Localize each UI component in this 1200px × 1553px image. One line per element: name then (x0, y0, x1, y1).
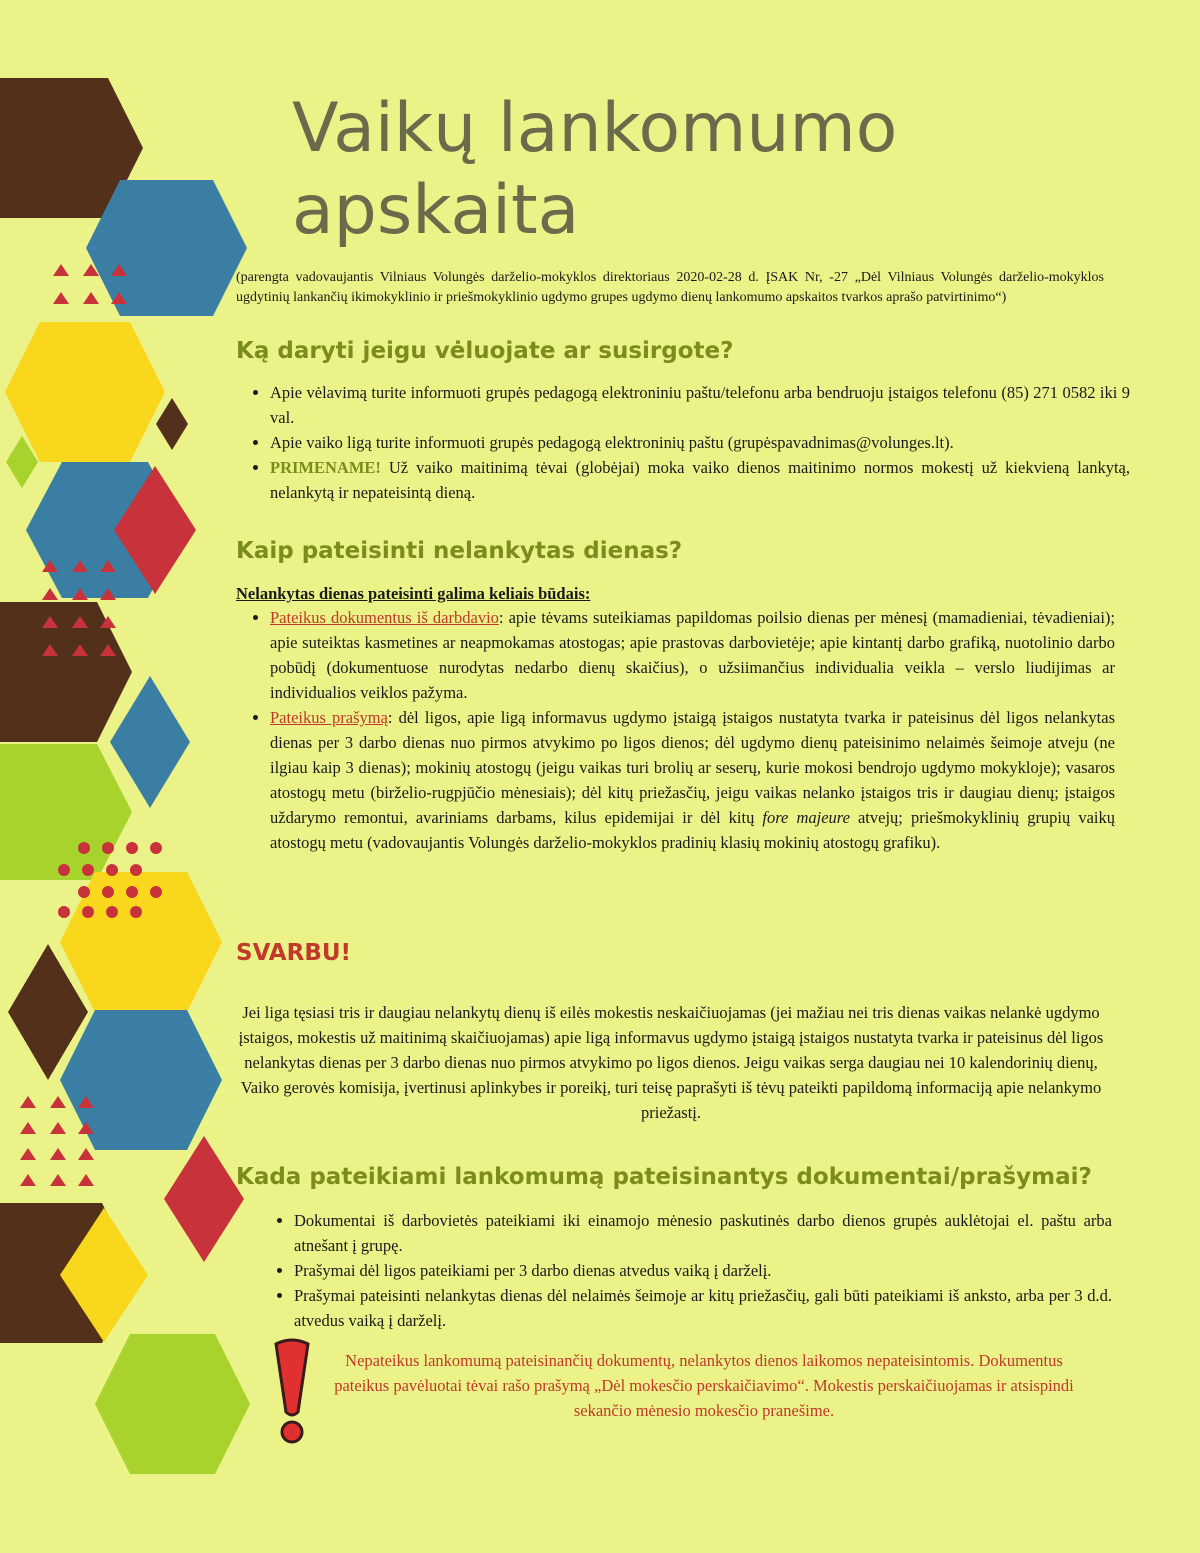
page-subtitle: (parengta vadovaujantis Vilniaus Volungės darželio-mokyklos direktoriaus 2020-02-28 d. ĮSAK Nr, -27 „Dėl Vilniaus Volungės darželio-mokyklos ugdytinių lankančių ikimokyklinio ir priešmokyklinio ugdymo grupes ugdymo dienų lankomumo apskaitos tvarkos aprašo patvirtinimo“) (236, 270, 1104, 305)
employer-documents-link[interactable]: Pateikus dokumentus iš darbdavio (270, 608, 499, 627)
list-item: • Apie vaiko ligą turite informuoti grupės pedagogą elektroninių paštu (grupėspavadnimas@volunges.lt). (270, 430, 1130, 455)
justify-intro: Nelankytas dienas pateisinti galima keliais būdais: (236, 584, 591, 603)
hexagon-green (0, 744, 132, 880)
list-item: • Pateikus dokumentus iš darbdavio: apie tėvams suteikiamas papildomas poilsio dienas per mėnesį (mamadieniai, tėvadieniai); apie suteiktas kasmetines ar neapmokamas atostogas; apie prastovas darbovietėje; apie kintantį darbo grafiką, nuotolinio darbo pobūdį (dokumentuose nurodytas nedarbo dienų skaičius), o užsiimančius individualia veikla – verslo liudijimas ar individualios veiklos pažyma. (270, 605, 1115, 705)
list-item: • Prašymai dėl ligos pateikiami per 3 darbo dienas atvedus vaiką į darželį. (294, 1258, 1112, 1283)
list-item (270, 455, 1130, 505)
diamond-red (164, 1136, 244, 1262)
submit-list (260, 1208, 1112, 1333)
justify-list (236, 605, 1115, 855)
late-sick-list (236, 380, 1130, 505)
list-item: • Apie vėlavimą turite informuoti grupės pedagogą elektroniniu paštu/telefonu arba bendruoju įstaigos telefonu (85) 271 0582 iki 9 val. (270, 380, 1130, 430)
decorative-shapes (0, 0, 260, 1553)
important-text: Jei liga tęsiasi tris ir daugiau nelankytų dienų iš eilės mokestis neskaičiuojamas (jei mažiau nei tris dienas vaikas nelankė ugdymo įstaigos, mokestis už maitinimą skaičiuojamas) apie ligą informavus ugdymo įstaigą įstaigos nustatyta tvarka ir pateisinus dėl ligos nelankytas dienas per 3 darbo dienas nuo pirmos atvykimo po ligos dienos. Jeigu vaikas serga daugiau nei 10 kalendorinių dienų, Vaiko gerovės komisija, įvertinusi aplinkybes ir poreikį, turi teisę paprašyti iš tėvų pateikti papildomą informaciją apie nelankymo priežastį. (238, 1003, 1104, 1122)
request-link[interactable]: Pateikus prašymą (270, 708, 388, 727)
exclamation-icon (270, 1338, 314, 1448)
list-item: • Prašymai pateisinti nelankytas dienas dėl nelaimės šeimoje ar kitų priežasčių, gali būti pateikiami iš anksto, arba per 3 d.d. atvedus vaiką į darželį. (294, 1283, 1112, 1333)
important-heading: SVARBU! (236, 940, 352, 966)
list-item: • Dokumentai iš darbovietės pateikiami iki einamojo mėnesio paskutinės darbo dienos grupės auklėtojai el. paštu arba atnešant į grupę. (294, 1208, 1112, 1258)
section-heading-when-submit: Kada pateikiami lankomumą pateisinantys dokumentai/prašymai? (236, 1164, 1092, 1190)
hexagon-yellow (5, 322, 165, 462)
hexagon-blue (86, 180, 247, 316)
page-title: Vaikų lankomumo apskaita (292, 89, 898, 250)
diamond-brown (156, 398, 188, 450)
reminder-label: PRIMENAME! (270, 458, 381, 477)
list-item: • Pateikus prašymą: dėl ligos, apie ligą informavus ugdymo įstaigą įstaigos nustatyta tvarka ir pateisinus dėl ligos nelankytas dienas per 3 darbo dienas nuo pirmos atvykimo po ligos dienos; dėl ugdymo dienų pateisinimo nelaimės šeimoje atveju (ne ilgiau kaip 3 dienas); mokinių atostogų (jeigu vaikas turi brolių ar seserų, kurie mokosi bendrojo ugdymo mokykloje); vasaros atostogų metu (birželio-rugpjūčio mėnesiais); dėl kitų priežasčių, jeigu vaikas nelanko įstaigos tris ir daugiau dienų; įstaigos uždarymo remontui, avariniams darbams, kilus epidemijai ir dėl kitų fore majeure atvejų; priešmokyklinių grupių vaikų atostogų metu (vadovaujantis Volungės darželio-mokyklos pradinių klasių mokinių atostogų grafiku). (270, 705, 1115, 855)
diamond-blue (110, 676, 190, 808)
section-heading-justify: Kaip pateisinti nelankytas dienas? (236, 538, 683, 564)
section-heading-late-sick: Ką daryti jeigu vėluojate ar susirgote? (236, 338, 734, 364)
warning-text: Nepateikus lankomumą pateisinančių dokumentų, nelankytos dienos laikomos nepateisintomis. Dokumentus pateikus pavėluotai tėvai rašo prašymą „Dėl mokesčio perskaičiavimo“. Mokestis perskaičiuojamas ir atsispindi sekančio mėnesio mokesčio pranešime. (334, 1351, 1074, 1420)
reminder-text: Už vaiko maitinimą tėvai (globėjai) moka vaiko dienos maitinimo normos mokestį už kiekvieną lankytą, nelankytą ir nepateisintą dieną. (270, 458, 1130, 502)
hexagon-green (95, 1334, 250, 1474)
